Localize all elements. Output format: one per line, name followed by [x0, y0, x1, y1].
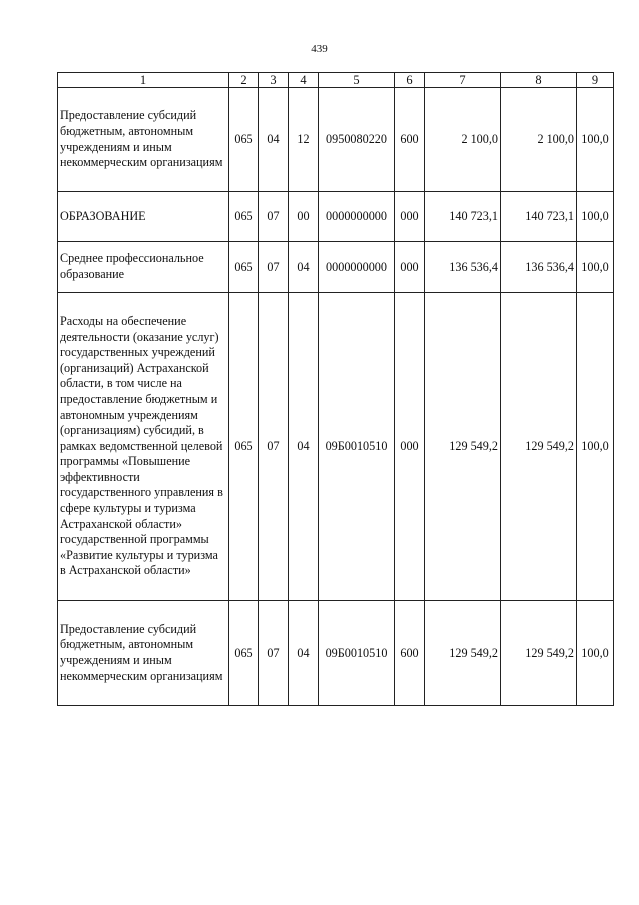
cell-col5: 0950080220 [319, 88, 395, 192]
page-number: 439 [311, 43, 328, 55]
cell-col8: 129 549,2 [501, 601, 577, 706]
cell-col8: 136 536,4 [501, 242, 577, 293]
table-row [58, 242, 614, 293]
cell-col2: 065 [229, 88, 259, 192]
cell-col7: 129 549,2 [425, 293, 501, 601]
cell-col9: 100,0 [577, 88, 614, 192]
cell-col4: 04 [289, 293, 319, 601]
cell-col5: 09Б0010510 [319, 293, 395, 601]
column-header-1: 1 [58, 73, 229, 88]
column-header-4: 4 [289, 73, 319, 88]
cell-col2: 065 [229, 601, 259, 706]
cell-col9: 100,0 [577, 242, 614, 293]
cell-col7: 2 100,0 [425, 88, 501, 192]
cell-col8: 129 549,2 [501, 293, 577, 601]
cell-col6: 000 [395, 242, 425, 293]
cell-col3: 04 [259, 88, 289, 192]
cell-col9: 100,0 [577, 293, 614, 601]
budget-table [57, 72, 614, 706]
cell-col2: 065 [229, 242, 259, 293]
column-header-8: 8 [501, 73, 577, 88]
cell-col5: 09Б0010510 [319, 601, 395, 706]
column-header-5: 5 [319, 73, 395, 88]
row-name: Предоставление субсидий бюджетным, автономным учреждениям и иным некоммерческим организациям [58, 88, 229, 192]
cell-col9: 100,0 [577, 601, 614, 706]
cell-col4: 04 [289, 242, 319, 293]
table-row [58, 601, 614, 706]
column-header-6: 6 [395, 73, 425, 88]
cell-col6: 600 [395, 601, 425, 706]
cell-col4: 00 [289, 192, 319, 242]
cell-col7: 140 723,1 [425, 192, 501, 242]
cell-col8: 140 723,1 [501, 192, 577, 242]
column-header-2: 2 [229, 73, 259, 88]
row-name: Среднее профессиональное образование [58, 242, 229, 293]
cell-col2: 065 [229, 293, 259, 601]
table-row [58, 192, 614, 242]
cell-col7: 136 536,4 [425, 242, 501, 293]
cell-col4: 04 [289, 601, 319, 706]
cell-col2: 065 [229, 192, 259, 242]
cell-col8: 2 100,0 [501, 88, 577, 192]
cell-col3: 07 [259, 293, 289, 601]
column-header-7: 7 [425, 73, 501, 88]
row-name: Предоставление субсидий бюджетным, автономным учреждениям и иным некоммерческим организациям [58, 601, 229, 706]
cell-col6: 600 [395, 88, 425, 192]
table-row [58, 293, 614, 601]
table-row [58, 88, 614, 192]
column-header-3: 3 [259, 73, 289, 88]
header-row [58, 73, 614, 88]
cell-col5: 0000000000 [319, 242, 395, 293]
cell-col4: 12 [289, 88, 319, 192]
cell-col7: 129 549,2 [425, 601, 501, 706]
cell-col3: 07 [259, 192, 289, 242]
column-header-9: 9 [577, 73, 614, 88]
cell-col6: 000 [395, 293, 425, 601]
cell-col5: 0000000000 [319, 192, 395, 242]
cell-col3: 07 [259, 242, 289, 293]
cell-col3: 07 [259, 601, 289, 706]
row-name: ОБРАЗОВАНИЕ [58, 192, 229, 242]
cell-col9: 100,0 [577, 192, 614, 242]
cell-col6: 000 [395, 192, 425, 242]
row-name: Расходы на обеспечение деятельности (оказание услуг) государственных учреждений (организаций) Астраханской области, в том числе на предоставление бюджетным и автономным учреждениям (организациям) субсидий, в рамках ведомственной целевой программы «Повышение эффективности государственного управления в сфере культуры и туризма Астраханской области» государственной программы «Развитие культуры и туризма в Астраханской области» [58, 293, 229, 601]
